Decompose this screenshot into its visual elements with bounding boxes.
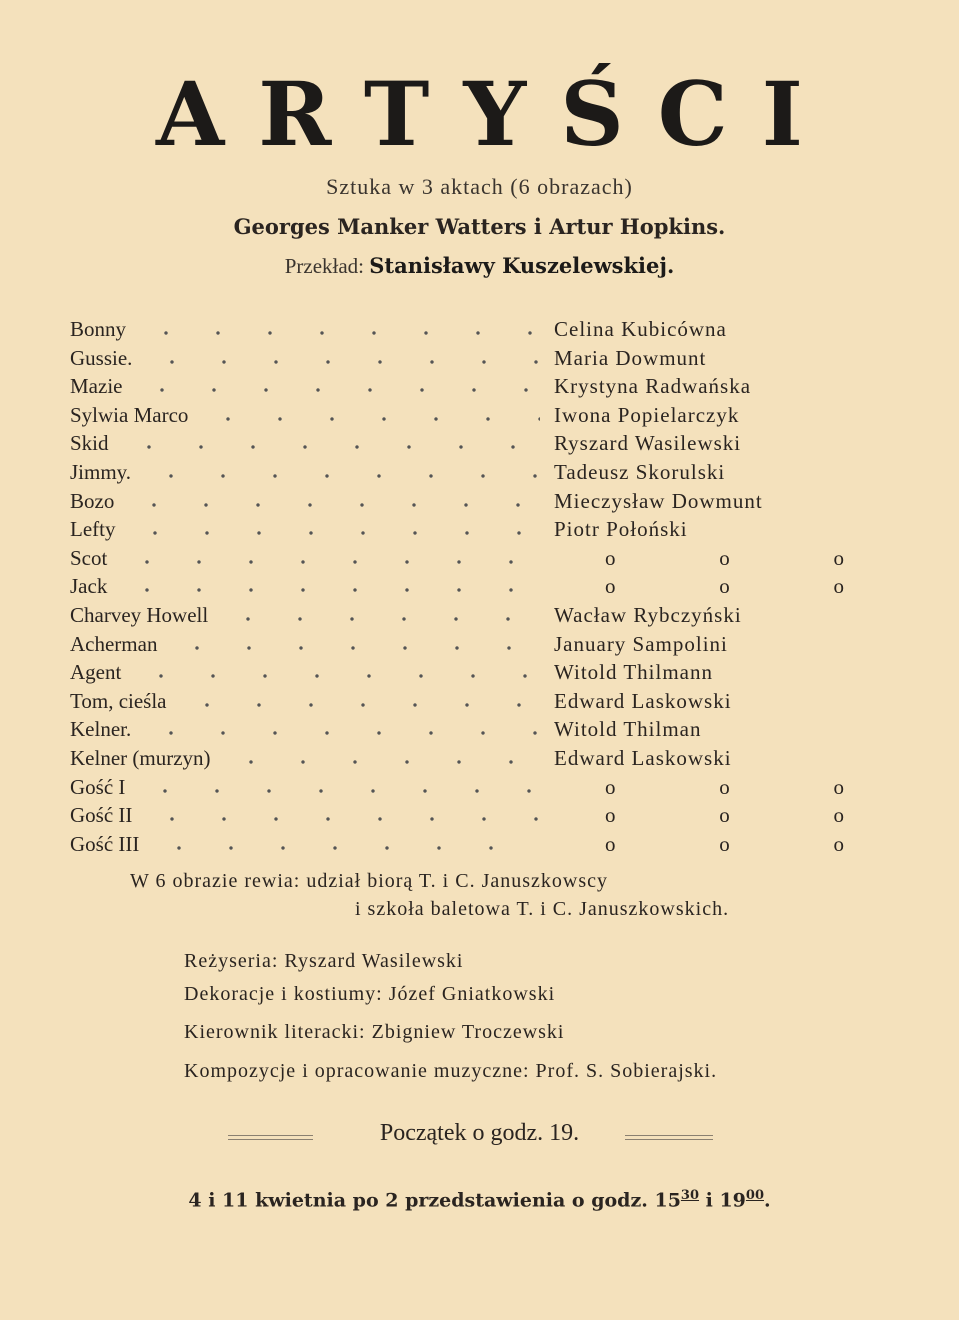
credit-music: Kompozycje i opracowanie muzyczne: Prof. S. Sobierajski. bbox=[184, 1060, 718, 1082]
actor-name: o o o bbox=[605, 831, 866, 856]
cast-row bbox=[70, 572, 866, 600]
role-name: Jimmy. bbox=[70, 460, 132, 484]
leader-dots bbox=[145, 473, 540, 479]
actor-name: Witold Thilman bbox=[554, 717, 702, 742]
cast-row bbox=[70, 687, 860, 715]
cast-row bbox=[70, 401, 860, 429]
leader-dots bbox=[145, 730, 540, 736]
note-line-1: W 6 obrazie rewia: udział biorą T. i C. Januszkowscy bbox=[130, 870, 608, 892]
role-name: Agent bbox=[70, 660, 122, 685]
divider-right bbox=[625, 1135, 713, 1140]
cast-row bbox=[70, 715, 860, 743]
role-name: Skid bbox=[70, 431, 109, 456]
role-name: Kelner. bbox=[70, 717, 132, 742]
leader-dots bbox=[128, 502, 540, 508]
translation-line bbox=[0, 253, 959, 279]
actor-name: Celina Kubicówna bbox=[554, 317, 727, 341]
actor-name: o o o bbox=[605, 574, 866, 599]
subtitle: Sztuka w 3 aktach (6 obrazach) bbox=[326, 174, 633, 199]
leader-dots bbox=[146, 816, 540, 822]
performance-dates bbox=[0, 1188, 959, 1211]
leader-dots bbox=[146, 359, 540, 365]
credit-design: Dekoracje i kostiumy: Józef Gniatkowski bbox=[184, 983, 556, 1005]
actor-name: January Sampolini bbox=[554, 631, 728, 656]
role-name: Gość III bbox=[70, 831, 140, 856]
cast-row bbox=[70, 372, 860, 400]
role-name: Gussie. bbox=[70, 345, 133, 370]
actor-name: Edward Laskowski bbox=[554, 746, 732, 770]
actor-name: Mieczysław Dowmunt bbox=[554, 488, 763, 513]
translation-label: Przekład: bbox=[284, 254, 365, 278]
role-name: Charvey Howell bbox=[70, 603, 209, 627]
role-name: Gość I bbox=[70, 774, 126, 799]
leader-dots bbox=[225, 759, 540, 765]
dates-end: . bbox=[764, 1189, 771, 1212]
authors: Georges Manker Watters i Artur Hopkins. bbox=[233, 214, 726, 239]
leader-dots bbox=[121, 559, 540, 565]
role-name: Gość II bbox=[70, 803, 133, 828]
leader-dots bbox=[140, 330, 540, 336]
cast-row bbox=[70, 801, 866, 829]
start-time: Początek o godz. 19. bbox=[379, 1120, 580, 1146]
credit-director: Reżyseria: Ryszard Wasilewski bbox=[184, 950, 464, 972]
note-line-2: i szkoła baletowa T. i C. Januszkowskich. bbox=[355, 898, 730, 920]
leader-dots bbox=[202, 416, 540, 422]
role-name: Bozo bbox=[70, 488, 115, 513]
role-name: Lefty bbox=[70, 517, 116, 542]
cast-row bbox=[70, 515, 860, 543]
actor-name: o o o bbox=[605, 803, 866, 828]
leader-dots bbox=[222, 616, 540, 622]
dates-mid: i 19 bbox=[699, 1189, 746, 1212]
translator: Stanisławy Kuszelewskiej. bbox=[369, 253, 675, 278]
cast-row bbox=[70, 601, 860, 629]
role-name: Kelner (murzyn) bbox=[70, 746, 211, 770]
role-name: Mazie bbox=[70, 374, 123, 399]
leader-dots bbox=[136, 387, 540, 393]
cast-row bbox=[70, 744, 860, 772]
actor-name: o o o bbox=[605, 774, 866, 799]
cast-row bbox=[70, 487, 860, 515]
leader-dots bbox=[121, 587, 540, 593]
cast-row bbox=[70, 429, 860, 457]
cast-row bbox=[70, 544, 866, 572]
role-name: Sylwia Marco bbox=[70, 402, 189, 427]
actor-name: Piotr Połoński bbox=[554, 517, 688, 542]
actor-name: Witold Thilmann bbox=[554, 660, 714, 685]
role-name: Acherman bbox=[70, 631, 158, 656]
dates-text: 4 i 11 kwietnia po 2 przedstawienia o godz. 15 bbox=[188, 1189, 681, 1212]
cast-row bbox=[70, 630, 860, 658]
time2-minutes: 00 bbox=[745, 1188, 764, 1203]
leader-dots bbox=[171, 645, 540, 651]
actor-name: Krystyna Radwańska bbox=[554, 374, 752, 399]
actor-name: Iwona Popielarczyk bbox=[554, 402, 740, 427]
leader-dots bbox=[139, 788, 540, 794]
role-name: Jack bbox=[70, 574, 108, 599]
time1-minutes: 30 bbox=[680, 1188, 700, 1203]
actor-name: Maria Dowmunt bbox=[554, 345, 707, 370]
cast-row bbox=[70, 344, 860, 372]
actor-name: Wacław Rybczyński bbox=[554, 603, 742, 627]
credit-literary: Kierownik literacki: Zbigniew Troczewski bbox=[184, 1021, 565, 1043]
leader-dots bbox=[153, 845, 540, 851]
page-title: ARTYŚCI bbox=[156, 62, 837, 166]
leader-dots bbox=[129, 530, 540, 536]
cast-row bbox=[70, 773, 866, 801]
leader-dots bbox=[181, 702, 541, 708]
cast-row bbox=[70, 458, 860, 486]
actor-name: o o o bbox=[605, 545, 866, 570]
actor-name: Ryszard Wasilewski bbox=[554, 431, 742, 456]
cast-row bbox=[70, 658, 860, 686]
cast-row bbox=[70, 315, 860, 343]
actor-name: Tadeusz Skorulski bbox=[554, 460, 726, 484]
actor-name: Edward Laskowski bbox=[554, 688, 732, 713]
leader-dots bbox=[123, 444, 540, 450]
role-name: Bonny bbox=[70, 317, 127, 341]
role-name: Tom, cieśla bbox=[70, 688, 167, 713]
role-name: Scot bbox=[70, 545, 108, 570]
cast-row bbox=[70, 830, 866, 858]
leader-dots bbox=[135, 673, 540, 679]
